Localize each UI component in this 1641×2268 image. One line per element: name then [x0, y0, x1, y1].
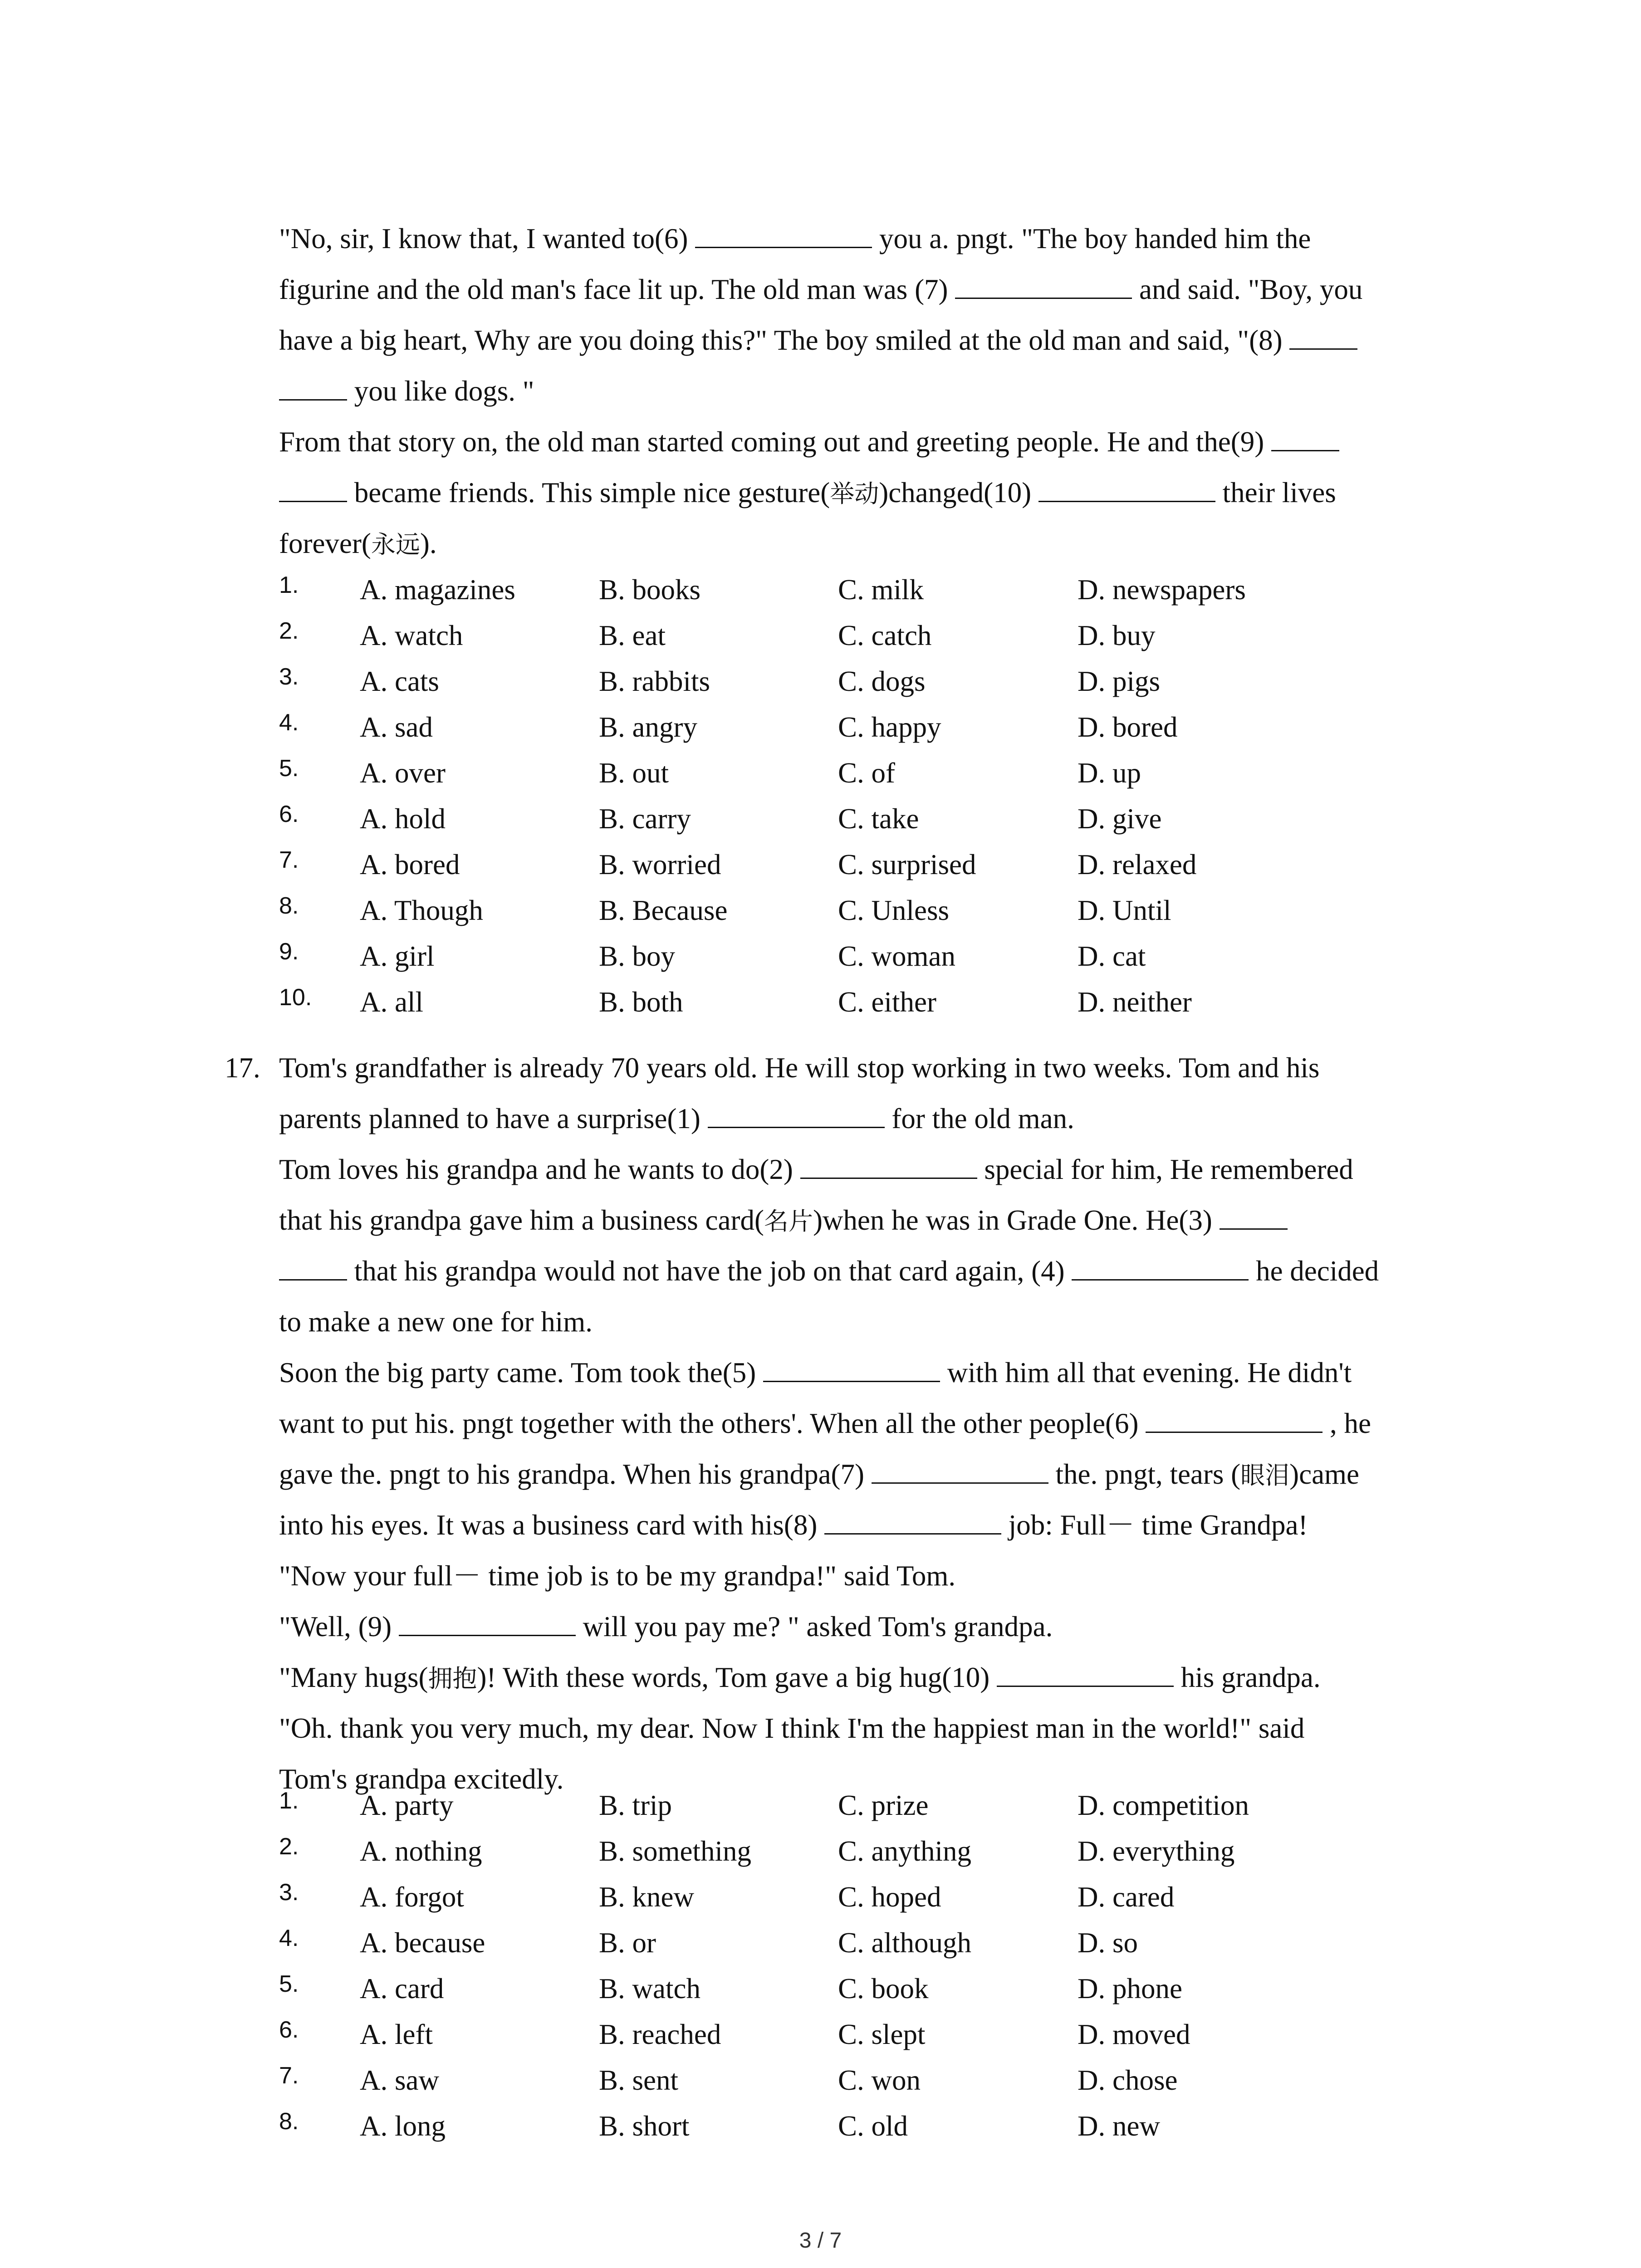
option-number: 3. — [279, 664, 299, 690]
option-number: 3. — [279, 1879, 299, 1906]
option-row — [0, 1783, 1641, 1828]
option-row — [0, 613, 1641, 659]
text-run: he decided — [1249, 1255, 1379, 1287]
text-run: job: Full－ time Grandpa! — [1001, 1509, 1308, 1541]
option-number: 7. — [279, 847, 299, 873]
option-b: B. Because — [599, 894, 728, 926]
text-run: "Now your full－ time job is to be my grandpa!" said Tom. — [279, 1560, 956, 1592]
option-number: 5. — [279, 1971, 299, 1997]
passage-1-line — [279, 366, 1454, 416]
option-b: B. boy — [599, 940, 676, 972]
text-run: forever( — [279, 528, 371, 559]
text-run: Tom's grandfather is already 70 years old. He will stop working in two weeks. Tom and his — [279, 1052, 1320, 1084]
option-number: 1. — [279, 572, 299, 598]
text-run: and said. "Boy, you — [1132, 274, 1363, 305]
option-b: B. worried — [599, 849, 721, 880]
option-a: A. saw — [360, 2064, 439, 2096]
option-d: D. buy — [1078, 620, 1156, 651]
option-a: A. magazines — [360, 574, 515, 606]
option-a: A. left — [360, 2019, 433, 2050]
option-b: B. angry — [599, 711, 697, 743]
option-number: 5. — [279, 755, 299, 782]
text-run: "Oh. thank you very much, my dear. Now I think I'm the happiest man in the world!" said — [279, 1712, 1305, 1744]
option-b: B. carry — [599, 803, 691, 835]
question-17-line — [279, 1144, 1454, 1195]
option-c: C. surprised — [838, 849, 976, 880]
option-c: C. of — [838, 757, 895, 789]
text-run: you a. pngt. "The boy handed him the — [872, 223, 1311, 254]
option-d: D. up — [1078, 757, 1141, 789]
text-run: gave the. pngt to his grandpa. When his grandpa(7) — [279, 1458, 872, 1490]
option-c: C. milk — [838, 574, 924, 606]
text-run: "No, sir, I know that, I wanted to(6) — [279, 223, 696, 254]
option-d: D. so — [1078, 1927, 1138, 1959]
text-run: for the old man. — [884, 1103, 1074, 1134]
option-row — [0, 979, 1641, 1025]
option-b: B. sent — [599, 2064, 679, 2096]
text-run: with him all that evening. He didn't — [940, 1357, 1352, 1388]
option-number: 2. — [279, 618, 299, 644]
option-row — [0, 1966, 1641, 2012]
passage-1-line — [279, 264, 1454, 315]
option-number: 9. — [279, 938, 299, 965]
option-number: 1. — [279, 1788, 299, 1814]
option-d: D. new — [1078, 2110, 1160, 2142]
question-17-line — [279, 1449, 1454, 1500]
option-number: 10. — [279, 984, 312, 1011]
text-run: will you pay me? " asked Tom's grandpa. — [575, 1611, 1053, 1642]
option-d: D. neither — [1078, 986, 1192, 1018]
option-b: B. knew — [599, 1881, 694, 1913]
text-run: )when he was in Grade One. He(3) — [813, 1204, 1220, 1236]
answer-blank — [1072, 1249, 1249, 1281]
question-17-line — [279, 1296, 1454, 1347]
answer-blank — [279, 471, 347, 502]
text-run: special for him, He remembered — [977, 1154, 1353, 1185]
option-d: D. relaxed — [1078, 849, 1197, 880]
option-b: B. something — [599, 1835, 752, 1867]
text-run: "Many hugs( — [279, 1662, 428, 1693]
chinese-gloss: 举动 — [830, 479, 879, 508]
option-row — [0, 704, 1641, 750]
option-d: D. pigs — [1078, 665, 1161, 697]
option-b: B. watch — [599, 1973, 700, 2004]
question-17-line — [279, 1347, 1454, 1398]
text-run: parents planned to have a surprise(1) — [279, 1103, 708, 1134]
option-c: C. dogs — [838, 665, 926, 697]
option-c: C. take — [838, 803, 919, 835]
option-row — [0, 750, 1641, 796]
option-c: C. catch — [838, 620, 932, 651]
question-number: 17. — [225, 1052, 260, 1084]
option-d: D. newspapers — [1078, 574, 1246, 606]
text-run: their lives — [1215, 477, 1336, 508]
option-a: A. over — [360, 757, 446, 789]
option-c: C. either — [838, 986, 936, 1018]
option-row — [0, 934, 1641, 979]
option-c: C. hoped — [838, 1881, 941, 1913]
text-run: , he — [1323, 1408, 1371, 1439]
answer-blank — [1220, 1198, 1288, 1230]
option-number: 8. — [279, 893, 299, 919]
option-number: 4. — [279, 709, 299, 736]
option-a: A. hold — [360, 803, 446, 835]
question-17-line — [279, 1550, 1454, 1601]
question-17-line — [279, 1042, 1454, 1093]
option-b: B. trip — [599, 1789, 672, 1821]
text-run: his grandpa. — [1173, 1662, 1321, 1693]
option-d: D. phone — [1078, 1973, 1182, 2004]
option-d: D. competition — [1078, 1789, 1249, 1821]
text-run: to make a new one for him. — [279, 1306, 593, 1338]
option-c: C. book — [838, 1973, 929, 2004]
option-c: C. woman — [838, 940, 955, 972]
chinese-gloss: 永远 — [371, 530, 420, 559]
option-row — [0, 2012, 1641, 2058]
text-run: Tom's grandpa excitedly. — [279, 1763, 564, 1795]
option-a: A. watch — [360, 620, 463, 651]
option-a: A. bored — [360, 849, 460, 880]
option-number: 7. — [279, 2063, 299, 2089]
option-b: B. out — [599, 757, 669, 789]
passage-1-line — [279, 416, 1454, 467]
passage-1-text — [279, 213, 1454, 569]
option-a: A. card — [360, 1973, 444, 2004]
option-d: D. bored — [1078, 711, 1178, 743]
option-b: B. or — [599, 1927, 656, 1959]
answer-blank — [824, 1503, 1001, 1535]
passage-1-line — [279, 213, 1454, 264]
answer-blank — [1146, 1402, 1323, 1433]
option-row — [0, 659, 1641, 704]
question-17-line — [279, 1398, 1454, 1449]
option-a: A. cats — [360, 665, 439, 697]
answer-blank — [997, 1656, 1174, 1687]
text-run: )! With these words, Tom gave a big hug(10) — [477, 1662, 997, 1693]
option-b: B. both — [599, 986, 683, 1018]
passage-1-line — [279, 467, 1454, 518]
option-number: 8. — [279, 2108, 299, 2135]
answer-blank — [800, 1148, 977, 1179]
option-row — [0, 1874, 1641, 1920]
option-row — [0, 888, 1641, 934]
passage-1-line — [279, 315, 1454, 366]
answer-blank — [695, 217, 872, 248]
passage-1-line — [279, 518, 1454, 569]
question-17-line — [279, 1195, 1454, 1246]
answer-blank — [955, 268, 1132, 299]
question-17-text — [279, 1042, 1454, 1804]
option-a: A. all — [360, 986, 423, 1018]
option-number: 6. — [279, 2017, 299, 2043]
answer-blank — [872, 1452, 1048, 1484]
text-run: that his grandpa gave him a business card( — [279, 1204, 764, 1236]
option-row — [0, 2103, 1641, 2149]
option-row — [0, 796, 1641, 842]
text-run: )changed(10) — [879, 477, 1038, 508]
option-c: C. happy — [838, 711, 941, 743]
option-c: C. prize — [838, 1789, 929, 1821]
text-run: the. pngt, tears ( — [1048, 1458, 1241, 1490]
question-17-line — [279, 1093, 1454, 1144]
page-number: 3 / 7 — [799, 2229, 842, 2253]
question-17-line — [279, 1703, 1454, 1754]
option-c: C. although — [838, 1927, 971, 1959]
answer-blank — [279, 369, 347, 401]
option-a: A. girl — [360, 940, 435, 972]
option-a: A. forgot — [360, 1881, 464, 1913]
answer-blank — [279, 1249, 347, 1281]
question-17-line — [279, 1246, 1454, 1296]
option-d: D. cat — [1078, 940, 1146, 972]
answer-blank — [763, 1351, 940, 1382]
option-d: D. cared — [1078, 1881, 1175, 1913]
question-17-line — [279, 1652, 1454, 1703]
text-run: became friends. This simple nice gesture( — [347, 477, 830, 508]
option-d: D. Until — [1078, 894, 1171, 926]
option-number: 2. — [279, 1833, 299, 1860]
answer-blank — [1038, 471, 1215, 502]
text-run: ). — [420, 528, 437, 559]
option-b: B. reached — [599, 2019, 721, 2050]
option-b: B. books — [599, 574, 701, 606]
option-a: A. sad — [360, 711, 433, 743]
chinese-gloss: 名片 — [764, 1207, 813, 1236]
option-d: D. chose — [1078, 2064, 1178, 2096]
text-run: figurine and the old man's face lit up. The old man was (7) — [279, 274, 955, 305]
answer-blank — [1289, 318, 1357, 350]
option-row — [0, 1920, 1641, 1966]
option-a: A. long — [360, 2110, 446, 2142]
text-run: From that story on, the old man started coming out and greeting people. He and the(9) — [279, 426, 1271, 458]
option-number: 6. — [279, 801, 299, 827]
question-17-line — [279, 1601, 1454, 1652]
text-run: have a big heart, Why are you doing this?" The boy smiled at the old man and said, "(8) — [279, 324, 1290, 356]
chinese-gloss: 眼泪 — [1240, 1461, 1290, 1490]
option-row — [0, 2058, 1641, 2103]
option-c: C. won — [838, 2064, 921, 2096]
option-c: C. anything — [838, 1835, 971, 1867]
option-c: C. old — [838, 2110, 908, 2142]
text-run: "Well, (9) — [279, 1611, 399, 1642]
text-run: into his eyes. It was a business card with his(8) — [279, 1509, 825, 1541]
option-b: B. short — [599, 2110, 690, 2142]
option-a: A. party — [360, 1789, 454, 1821]
option-number: 4. — [279, 1925, 299, 1951]
text-run: that his grandpa would not have the job on that card again, (4) — [347, 1255, 1072, 1287]
option-row — [0, 842, 1641, 888]
option-row — [0, 1828, 1641, 1874]
answer-blank — [708, 1097, 885, 1128]
option-a: A. because — [360, 1927, 485, 1959]
option-c: C. slept — [838, 2019, 926, 2050]
option-c: C. Unless — [838, 894, 950, 926]
option-d: D. give — [1078, 803, 1162, 835]
option-a: A. nothing — [360, 1835, 482, 1867]
option-d: D. moved — [1078, 2019, 1190, 2050]
answer-blank — [1271, 420, 1339, 451]
chinese-gloss: 拥抱 — [428, 1664, 477, 1693]
option-b: B. eat — [599, 620, 666, 651]
option-b: B. rabbits — [599, 665, 710, 697]
question-17-line — [279, 1500, 1454, 1550]
option-row — [0, 567, 1641, 613]
text-run: Tom loves his grandpa and he wants to do(2) — [279, 1154, 800, 1185]
option-d: D. everything — [1078, 1835, 1235, 1867]
option-a: A. Though — [360, 894, 483, 926]
text-run: you like dogs. " — [347, 375, 534, 407]
answer-blank — [399, 1605, 576, 1636]
text-run: )came — [1289, 1458, 1359, 1490]
text-run: want to put his. pngt together with the others'. When all the other people(6) — [279, 1408, 1146, 1439]
text-run: Soon the big party came. Tom took the(5) — [279, 1357, 763, 1388]
